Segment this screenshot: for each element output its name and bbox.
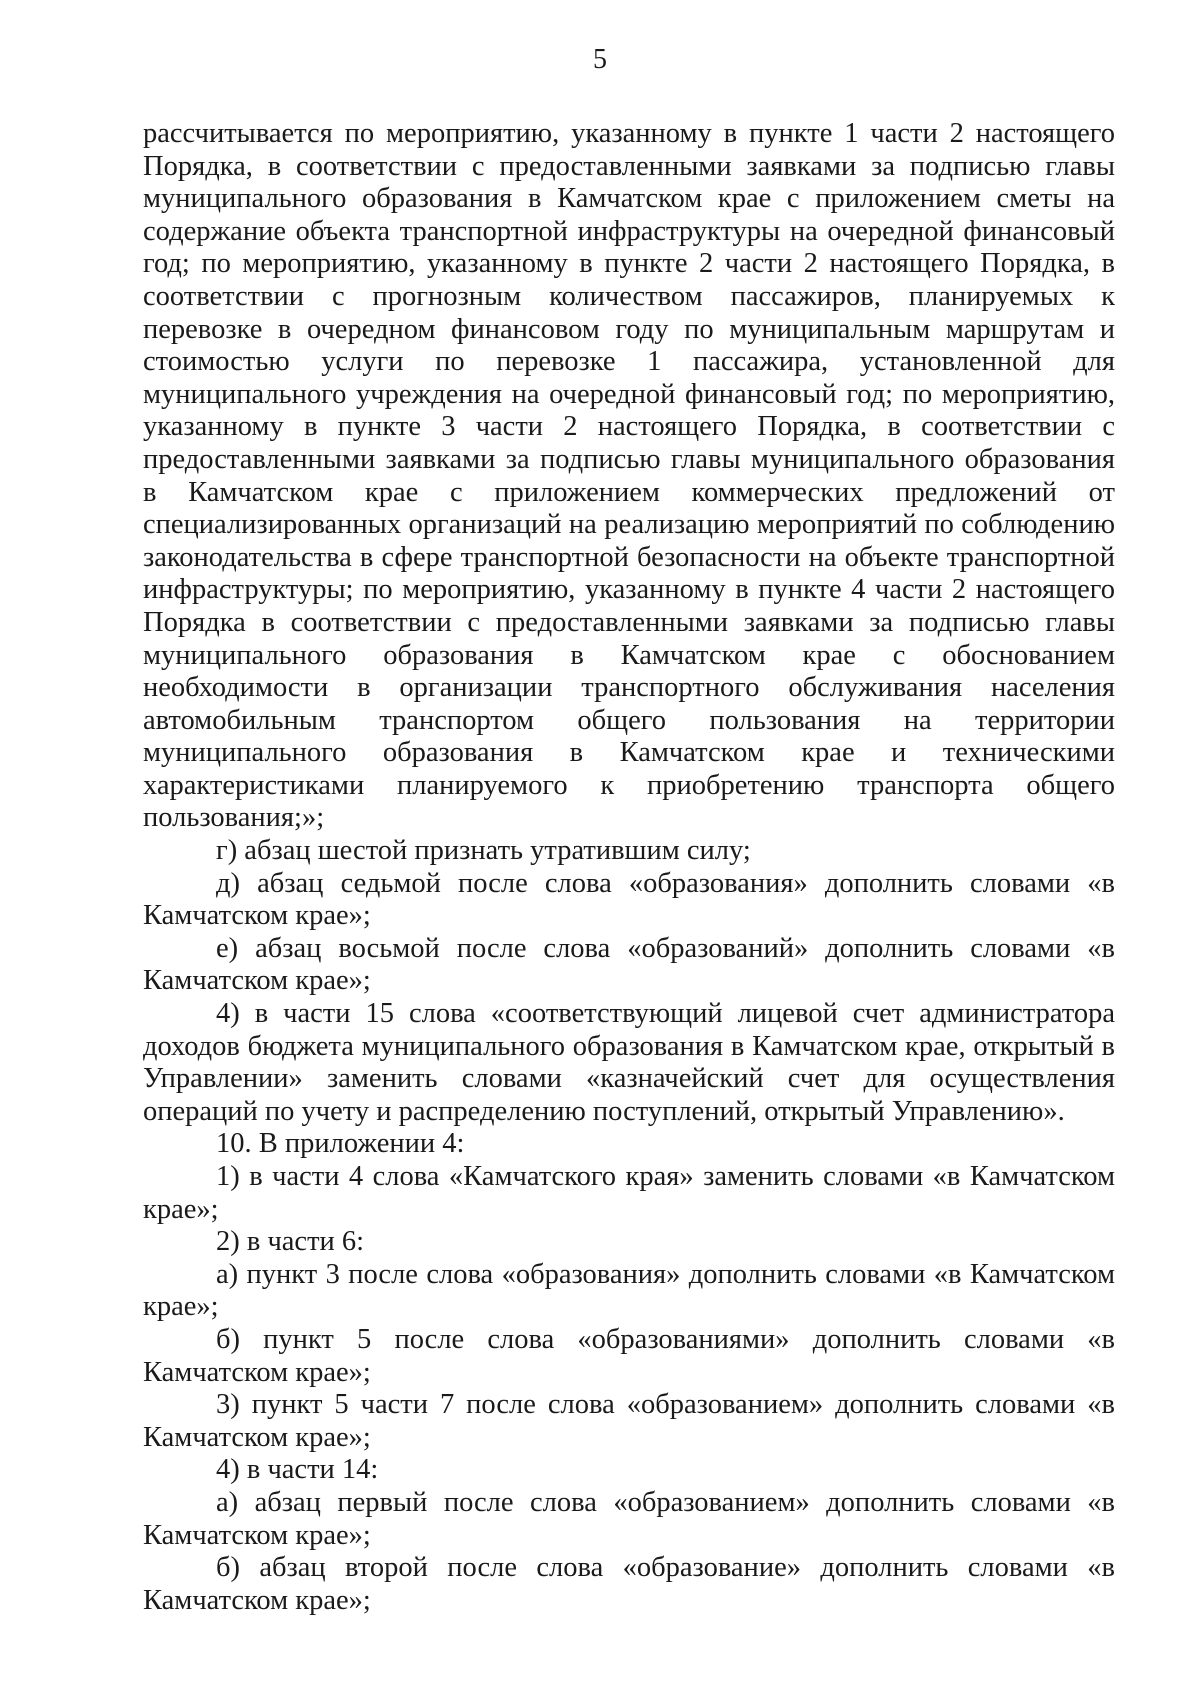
paragraph-item-4-part-15: 4) в части 15 слова «соответствующий лицевой счет администратора доходов бюджета муниципального образования в Камчатском крае, открытый в Управлении» заменить словами «казначейский счет для осуществления операций по учету и распределению поступлений, открытый Управлению».	[143, 998, 1115, 1127]
paragraph-subitem-b-second: б) абзац второй после слова «образование» дополнить словами «в Камчатском крае»;	[143, 1552, 1115, 1616]
paragraph-subitem-a-point-3: а) пункт 3 после слова «образования» дополнить словами «в Камчатском крае»;	[143, 1258, 1115, 1323]
paragraph-subitem-b-point-5: б) пункт 5 после слова «образованиями» дополнить словами «в Камчатском крае»;	[143, 1323, 1115, 1388]
page-number: 5	[593, 44, 607, 75]
paragraph-item-4-part-14: 4) в части 14:	[216, 1454, 379, 1486]
paragraph-item-e: е) абзац восьмой после слова «образований» дополнить словами «в Камчатском крае»;	[143, 932, 1115, 997]
paragraph-section-10: 10. В приложении 4:	[216, 1128, 465, 1160]
paragraph-item-d: д) абзац седьмой после слова «образования» дополнить словами «в Камчатском крае»;	[143, 867, 1115, 932]
document-body	[143, 118, 1115, 1617]
paragraph-item-1-part-4: 1) в части 4 слова «Камчатского края» заменить словами «в Камчатском крае»;	[143, 1161, 1115, 1225]
paragraph-item-3-part-7: 3) пункт 5 части 7 после слова «образованием» дополнить словами «в Камчатском крае»;	[143, 1389, 1115, 1453]
paragraph-item-2-part-6: 2) в части 6:	[216, 1226, 365, 1258]
paragraph-continuation: рассчитывается по мероприятию, указанному в пункте 1 части 2 настоящего Порядка, в соответствии с предоставленными заявками за подписью главы муниципального образования в Камчатском крае с приложением сметы на содержание объекта транспортной инфраструктуры на очередной финансовый год; по мероприятию, указанному в пункте 2 части 2 настоящего Порядка, в соответствии с прогнозным количеством пассажиров, планируемых к перевозке в очередном финансовом году по муниципальным маршрутам и стоимостью услуги по перевозке 1 пассажира, установленной для муниципального учреждения на очередной финансовый год; по мероприятию, указанному в пункте 3 части 2 настоящего Порядка, в соответствии с предоставленными заявками за подписью главы муниципального образования в Камчатском крае с приложением коммерческих предложений от специализированных организаций на реализацию мероприятий по соблюдению законодательства в сфере транспортной безопасности на объекте транспортной инфраструктуры; по мероприятию, указанному в пункте 4 части 2 настоящего Порядка в соответствии с предоставленными заявками за подписью главы муниципального образования в Камчатском крае с обоснованием необходимости в организации транспортного обслуживания населения автомобильным транспортом общего пользования на территории муниципального образования в Камчатском крае и техническими характеристиками планируемого к приобретению транспорта общего пользования;»;	[143, 118, 1115, 834]
paragraph-subitem-a-first: а) абзац первый после слова «образованием» дополнить словами «в Камчатском крае»;	[143, 1486, 1115, 1551]
paragraph-item-g: г) абзац шестой признать утратившим силу;	[216, 835, 751, 867]
